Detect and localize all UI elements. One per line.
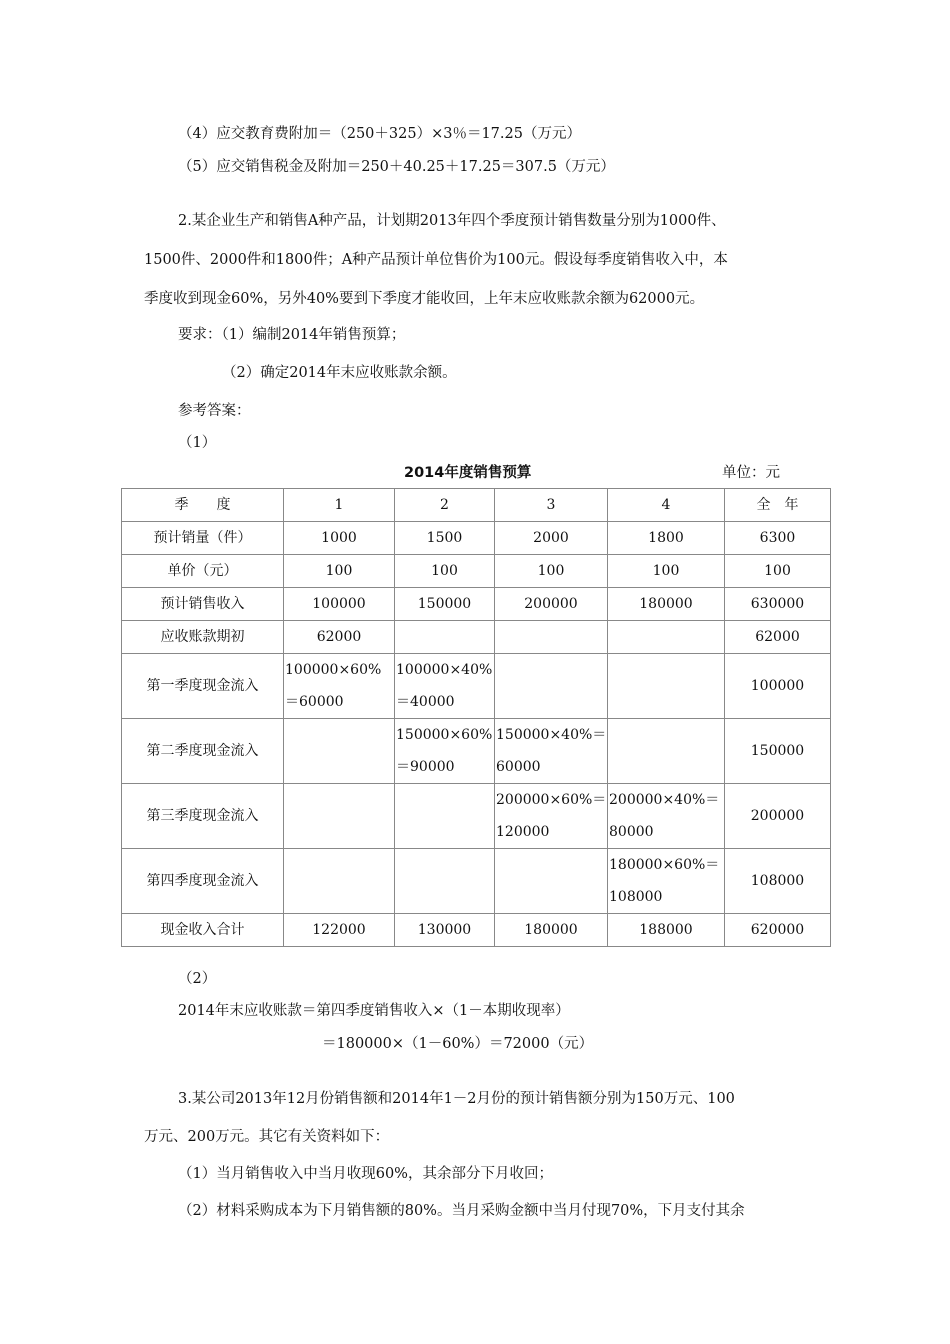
formula-cell: 180000×60%＝108000 (608, 849, 725, 914)
table-cell: 62000 (284, 621, 395, 654)
table-cell: 1500 (395, 522, 495, 555)
text-line: （4）应交教育费附加＝（250＋325）×3％＝17.25（万元） (178, 126, 581, 142)
part-label: （1） (178, 435, 217, 451)
formula-cell: 200000×60%＝120000 (495, 784, 608, 849)
row-label: 单价（元） (122, 555, 284, 588)
table-cell: 108000 (725, 849, 831, 914)
formula-cell (395, 784, 495, 849)
table-cell: 100 (608, 555, 725, 588)
table-cell: 100 (284, 555, 395, 588)
formula-cell: 150000×40%＝60000 (495, 719, 608, 784)
formula-cell (608, 719, 725, 784)
table-cell: 100 (495, 555, 608, 588)
table-header-row (122, 489, 831, 522)
answer-line: ＝180000×（1－60%）＝72000（元） (322, 1036, 594, 1052)
table-header-cell: 1 (284, 489, 395, 522)
question-3-line: （2）材料采购成本为下月销售额的80%。当月采购金额中当月付现70%，下月支付其余 (178, 1203, 745, 1219)
formula-cell (495, 849, 608, 914)
table-row (122, 588, 831, 621)
row-label: 第三季度现金流入 (122, 784, 284, 849)
question-3-line: 万元、200万元。其它有关资料如下： (144, 1129, 390, 1145)
formula-cell (284, 784, 395, 849)
table-header-cell: 2 (395, 489, 495, 522)
table-unit: 单位：元 (722, 465, 780, 481)
table-cell: 180000 (608, 588, 725, 621)
row-label: 第一季度现金流入 (122, 654, 284, 719)
formula-cell (284, 849, 395, 914)
table-cell: 130000 (395, 914, 495, 947)
table-cell: 200000 (495, 588, 608, 621)
question-2-line: 1500件、2000件和1800件；A种产品预计单位售价为100元。假设每季度销售收入中，本 (144, 252, 728, 268)
reference-answer-label: 参考答案： (178, 403, 251, 419)
formula-cell: 200000×40%＝80000 (608, 784, 725, 849)
table-title: 2014年度销售预算 (404, 465, 532, 481)
table-row (122, 621, 831, 654)
question-2-line: 季度收到现金60%，另外40%要到下季度才能收回，上年末应收账款余额为62000元。 (144, 291, 705, 307)
table-cell (495, 621, 608, 654)
sales-budget-table (121, 488, 831, 947)
row-label: 现金收入合计 (122, 914, 284, 947)
table-cell: 100 (725, 555, 831, 588)
table-row (122, 849, 831, 914)
row-label: 预计销售收入 (122, 588, 284, 621)
formula-cell: 150000×60%＝90000 (395, 719, 495, 784)
formula-cell (284, 719, 395, 784)
row-label: 第四季度现金流入 (122, 849, 284, 914)
text-line: （5）应交销售税金及附加＝250＋40.25＋17.25＝307.5（万元） (178, 159, 615, 175)
table-cell: 200000 (725, 784, 831, 849)
requirement-line: 要求：（1）编制2014年销售预算； (178, 327, 406, 343)
question-3-line: 3.某公司2013年12月份销售额和2014年1－2月份的预计销售额分别为150万元、100 (178, 1091, 735, 1107)
row-label: 预计销量（件） (122, 522, 284, 555)
question-3-line: （1）当月销售收入中当月收现60%，其余部分下月收回； (178, 1166, 553, 1182)
table-header-cell: 全 年 (725, 489, 831, 522)
table-row (122, 654, 831, 719)
table-row (122, 522, 831, 555)
table-header-cell: 季 度 (122, 489, 284, 522)
table-cell: 100000 (725, 654, 831, 719)
formula-cell (608, 654, 725, 719)
table-cell: 1800 (608, 522, 725, 555)
table-cell (608, 621, 725, 654)
part-label: （2） (178, 971, 217, 987)
table-cell: 100000 (284, 588, 395, 621)
formula-cell (395, 849, 495, 914)
row-label: 第二季度现金流入 (122, 719, 284, 784)
table-cell: 1000 (284, 522, 395, 555)
answer-line: 2014年末应收账款＝第四季度销售收入×（1－本期收现率） (178, 1003, 570, 1019)
table-cell: 630000 (725, 588, 831, 621)
table-cell: 122000 (284, 914, 395, 947)
table-cell: 150000 (725, 719, 831, 784)
table-cell: 188000 (608, 914, 725, 947)
table-header-cell: 3 (495, 489, 608, 522)
formula-cell: 100000×60%＝60000 (284, 654, 395, 719)
table-cell: 6300 (725, 522, 831, 555)
table-cell: 2000 (495, 522, 608, 555)
table-row (122, 719, 831, 784)
table-cell: 150000 (395, 588, 495, 621)
table-total-row (122, 914, 831, 947)
table-cell: 620000 (725, 914, 831, 947)
table-row (122, 555, 831, 588)
requirement-line: （2）确定2014年末应收账款余额。 (222, 365, 457, 381)
row-label: 应收账款期初 (122, 621, 284, 654)
question-2-line: 2.某企业生产和销售A种产品，计划期2013年四个季度预计销售数量分别为1000件、 (178, 213, 726, 229)
table-header-cell: 4 (608, 489, 725, 522)
table-cell: 62000 (725, 621, 831, 654)
table-cell: 100 (395, 555, 495, 588)
table-cell (395, 621, 495, 654)
table-row (122, 784, 831, 849)
table-cell: 180000 (495, 914, 608, 947)
formula-cell (495, 654, 608, 719)
formula-cell: 100000×40%＝40000 (395, 654, 495, 719)
